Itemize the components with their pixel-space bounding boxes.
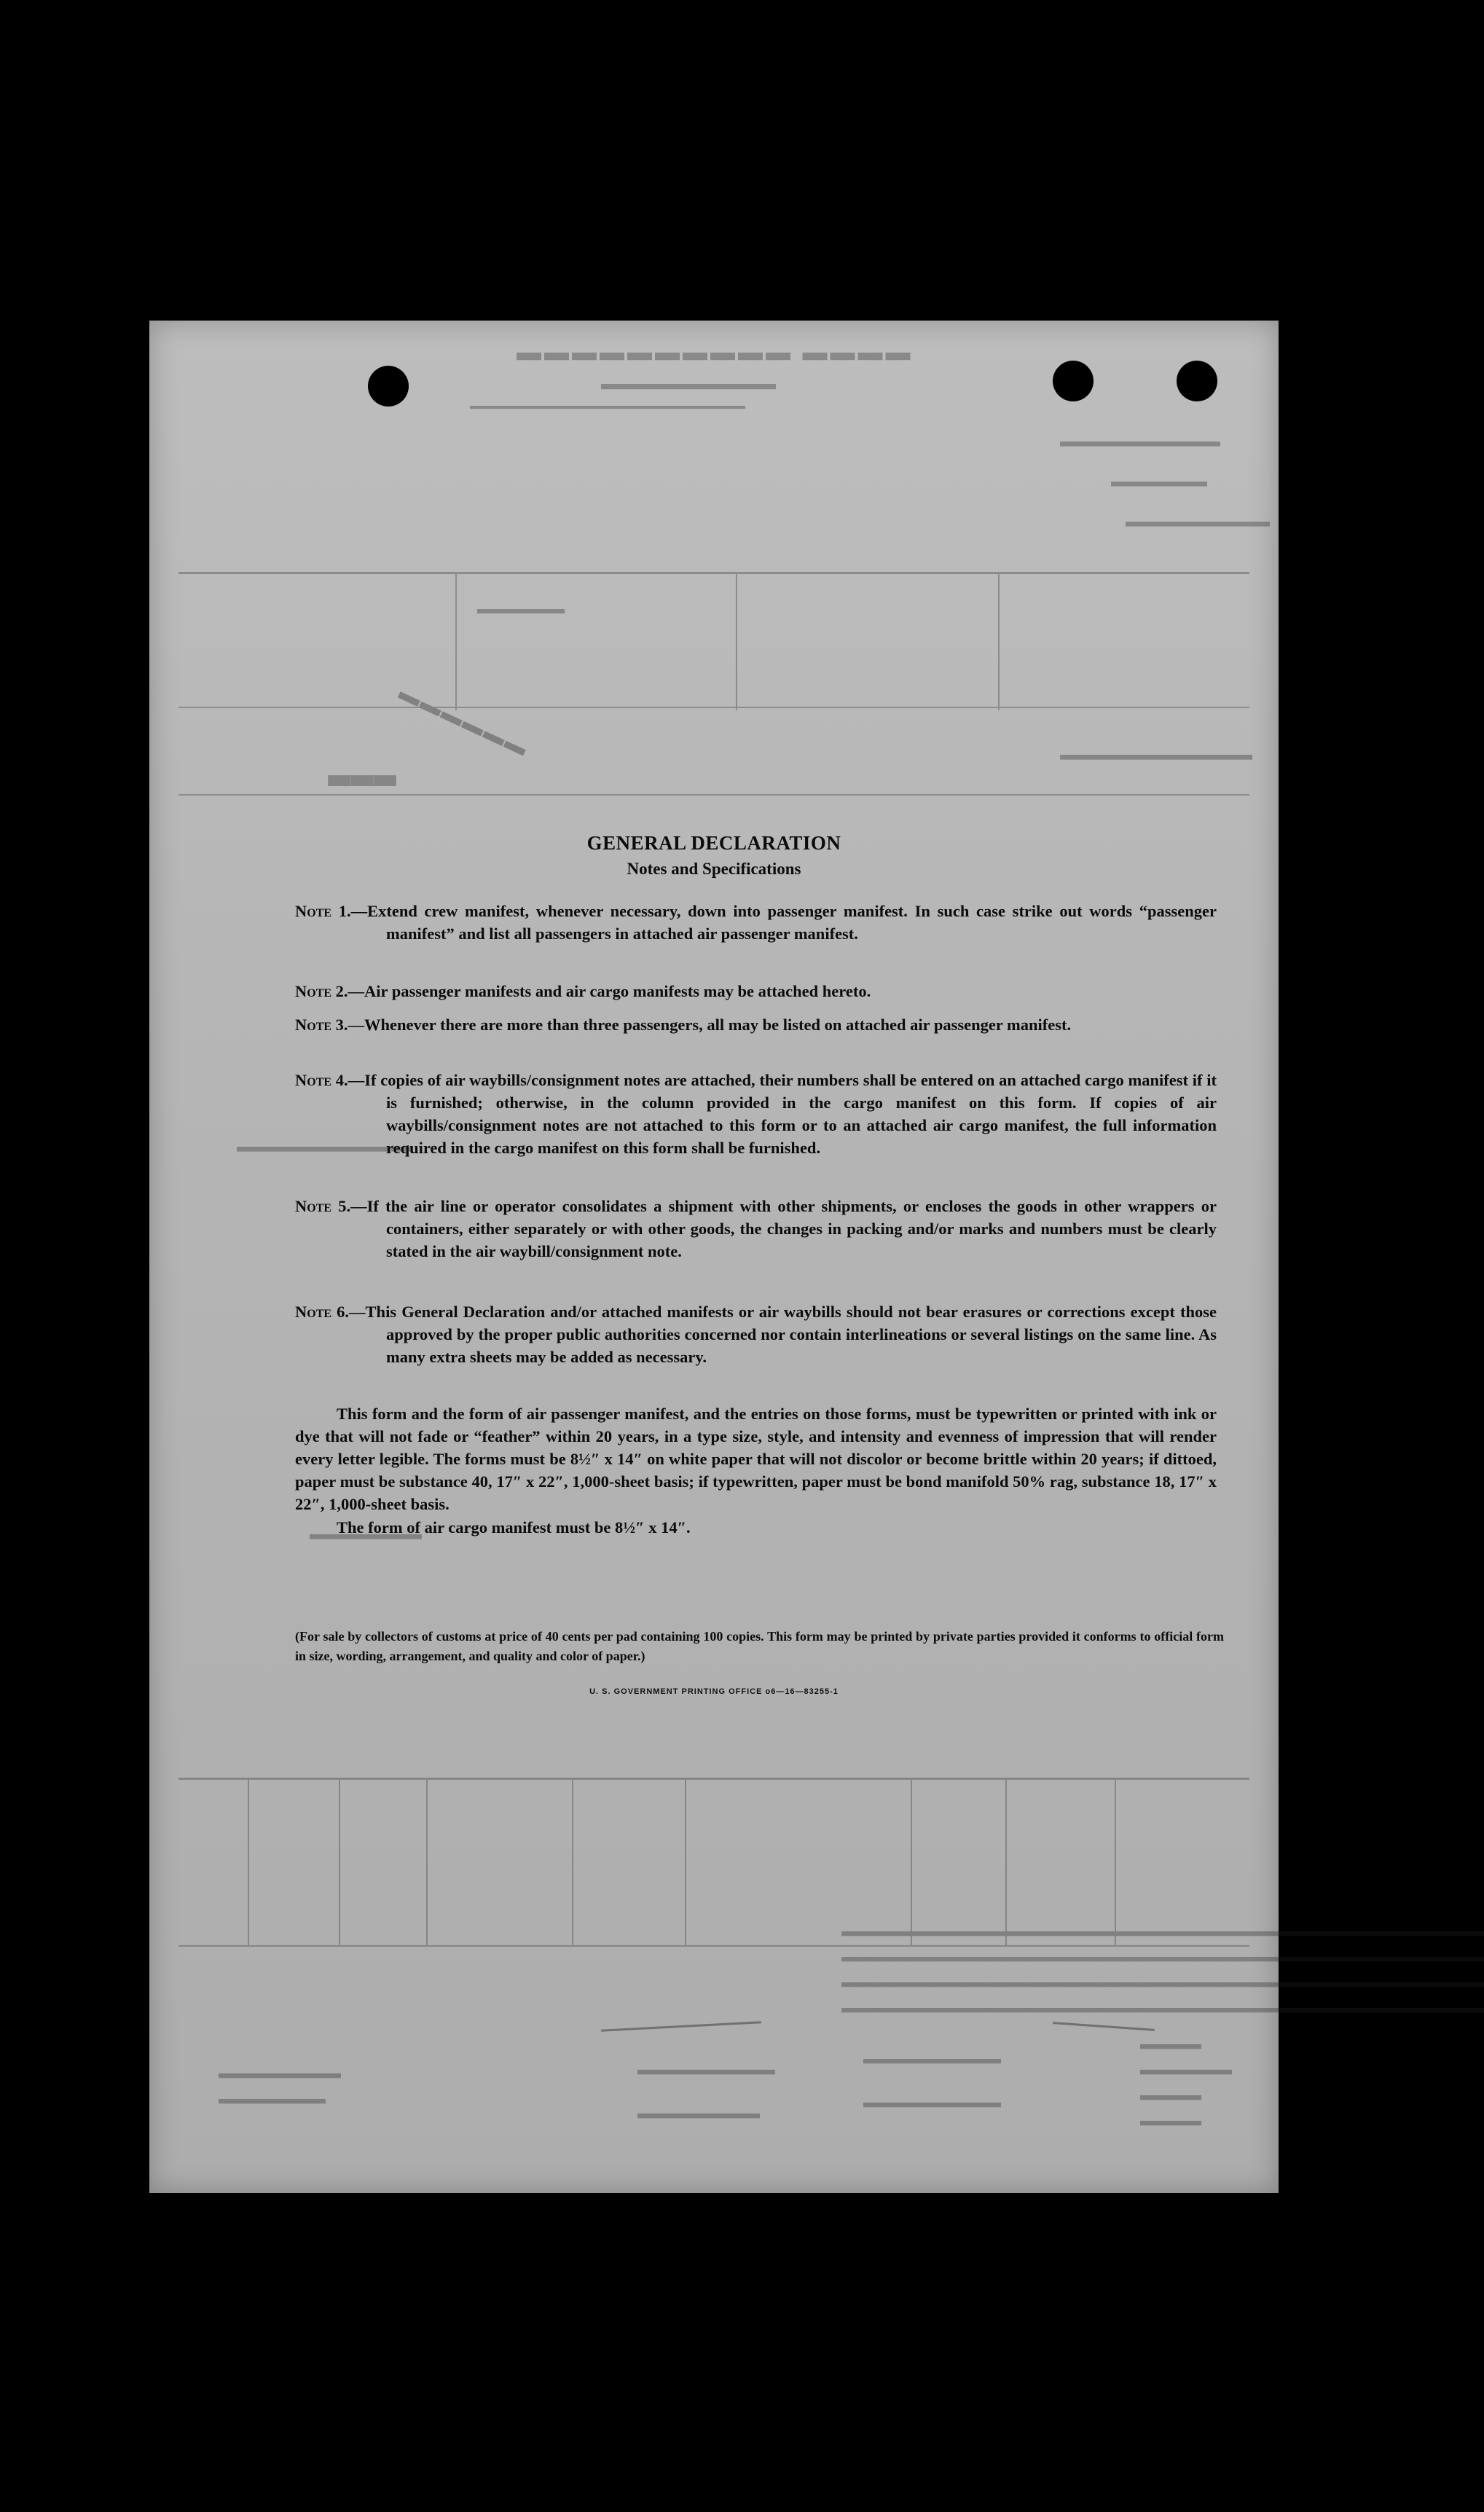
note-text: —If copies of air waybills/consignment notes are attached, their numbers shall be entered on an attached cargo manifest if it is furnished; otherwise, in the column provided in the cargo manifest on this form. If copies of air waybills/consignment notes are not attached to this form or to an attached air cargo manifest, the full information required in the cargo manifest on this form shall be furnished. — [348, 1071, 1217, 1157]
note-3 — [295, 1013, 1217, 1036]
note-text: —Extend crew manifest, whenever necessary, down into passenger manifest. In such case strike out words “passenger manifest” and list all passengers in attached air passenger manifest. — [350, 902, 1217, 943]
document-subtitle: Notes and Specifications — [627, 860, 801, 878]
form-specification-paragraph — [295, 1402, 1217, 1515]
note-lead: Note 5. — [295, 1197, 351, 1215]
note-6 — [295, 1300, 1217, 1368]
note-2 — [295, 980, 1217, 1002]
cargo-manifest-size-line — [337, 1516, 1138, 1539]
note-1 — [295, 900, 1217, 945]
note-text: —Air passenger manifests and air cargo manifests may be attached hereto. — [348, 982, 871, 1000]
sale-notice: (For sale by collectors of customs at price of 40 cents per pad containing 100 copies. This form may be printed by private parties provided it conforms to official form in size, wording, arrangement, and quality and color of paper.) — [295, 1629, 1224, 1663]
note-4 — [295, 1069, 1217, 1159]
note-lead: Note 3. — [295, 1016, 348, 1034]
note-text: —If the air line or operator consolidates a shipment with other shipments, or encloses the goods in other wrappers or containers, either separately or with other goods, the changes in packing and/or marks and numbers must be clearly stated in the air waybill/consignment note. — [350, 1197, 1217, 1260]
note-lead: Note 6. — [295, 1303, 350, 1321]
note-text: —This General Declaration and/or attached manifests or air waybills should not bear erasures or corrections except those approved by the proper public authorities concerned nor contain interlineations or several listings on the same line. As many extra sheets may be added as necessary. — [349, 1303, 1217, 1366]
reverse-side-bleed-through: ▬▬▬▬ ▬▬▬▬▬▬▬▬▬▬ ▬▬▬▬▬▬▬▬▬▬ ▬▬▬▬▬▬▬▬▬▬▬▬▬▬▬▬▬▬▬▬▬▬▬▬▬▬▬ ▬▬▬▬▬▬ ▬▬▬ ▬▬▬▬▬▬▬▬▬▬▬▬ ▬▬▬▬▬▬▬▬▬▬ ▬▬▬▬▬▬▬▬▬ ▬▬▬▬▬▬ ▬▬▬▬▬▬▬▬▬▬▬▬▬▬▬▬▬▬▬▬▬▬▬▬▬▬▬▬▬▬▬▬▬▬▬▬▬▬▬▬▬▬ ▬▬▬▬▬▬▬▬▬▬▬▬▬▬▬▬▬▬▬▬▬▬▬▬▬▬▬▬▬▬▬▬▬▬▬▬▬▬▬▬▬▬ ▬▬▬▬▬▬▬▬▬▬▬▬▬▬▬▬▬▬▬▬▬▬▬▬▬▬▬▬▬▬▬▬▬▬▬▬▬▬▬▬▬▬ ▬▬▬▬▬▬▬▬▬▬▬▬▬▬▬▬▬▬▬▬▬▬▬▬▬▬▬▬▬▬▬▬▬▬▬▬▬▬▬▬▬▬ ▬▬▬▬ ▬▬▬▬▬▬ ▬▬▬▬ ▬▬▬▬ ▬▬▬▬▬▬▬▬▬ ▬▬▬▬▬▬▬▬▬ ▬▬▬▬▬▬▬▬▬ ▬▬▬▬▬▬▬▬ ▬▬▬▬▬▬▬▬ ▬▬▬▬▬▬▬ ▬▬▬▬▬▬▬ ▬▬▬▬▬▬▬▬▬▬▬ ▬▬▬▬▬▬ — [149, 321, 1279, 2193]
note-5 — [295, 1195, 1217, 1263]
note-text: —Whenever there are more than three passengers, all may be listed on attached air passenger manifest. — [348, 1016, 1072, 1034]
note-lead: Note 1. — [295, 902, 351, 920]
form-sheet — [149, 321, 1484, 2193]
document-title: GENERAL DECLARATION — [586, 832, 841, 854]
cargo-manifest-size-text: The form of air cargo manifest must be 8½″ x 14″. — [337, 1518, 691, 1536]
note-lead: Note 4. — [295, 1071, 348, 1089]
form-specification-text: This form and the form of air passenger manifest, and the entries on those forms, must be typewritten or printed with ink or dye that will not fade or “feather” within 20 years, in a type size, style, and intensity and evenness of impression that will render every letter legible. The forms must be 8½″ x 14″ on white paper that will not discolor or become brittle within 20 years; if dittoed, paper must be substance 40, 17″ x 22″, 1,000-sheet basis; if typewritten, paper must be bond manifold 50% rag, substance 18, 17″ x 22″, 1,000-sheet basis. — [295, 1405, 1217, 1513]
printing-office-line: U. S. GOVERNMENT PRINTING OFFICE o6—16—83255-1 — [589, 1687, 839, 1696]
note-lead: Note 2. — [295, 982, 348, 1000]
